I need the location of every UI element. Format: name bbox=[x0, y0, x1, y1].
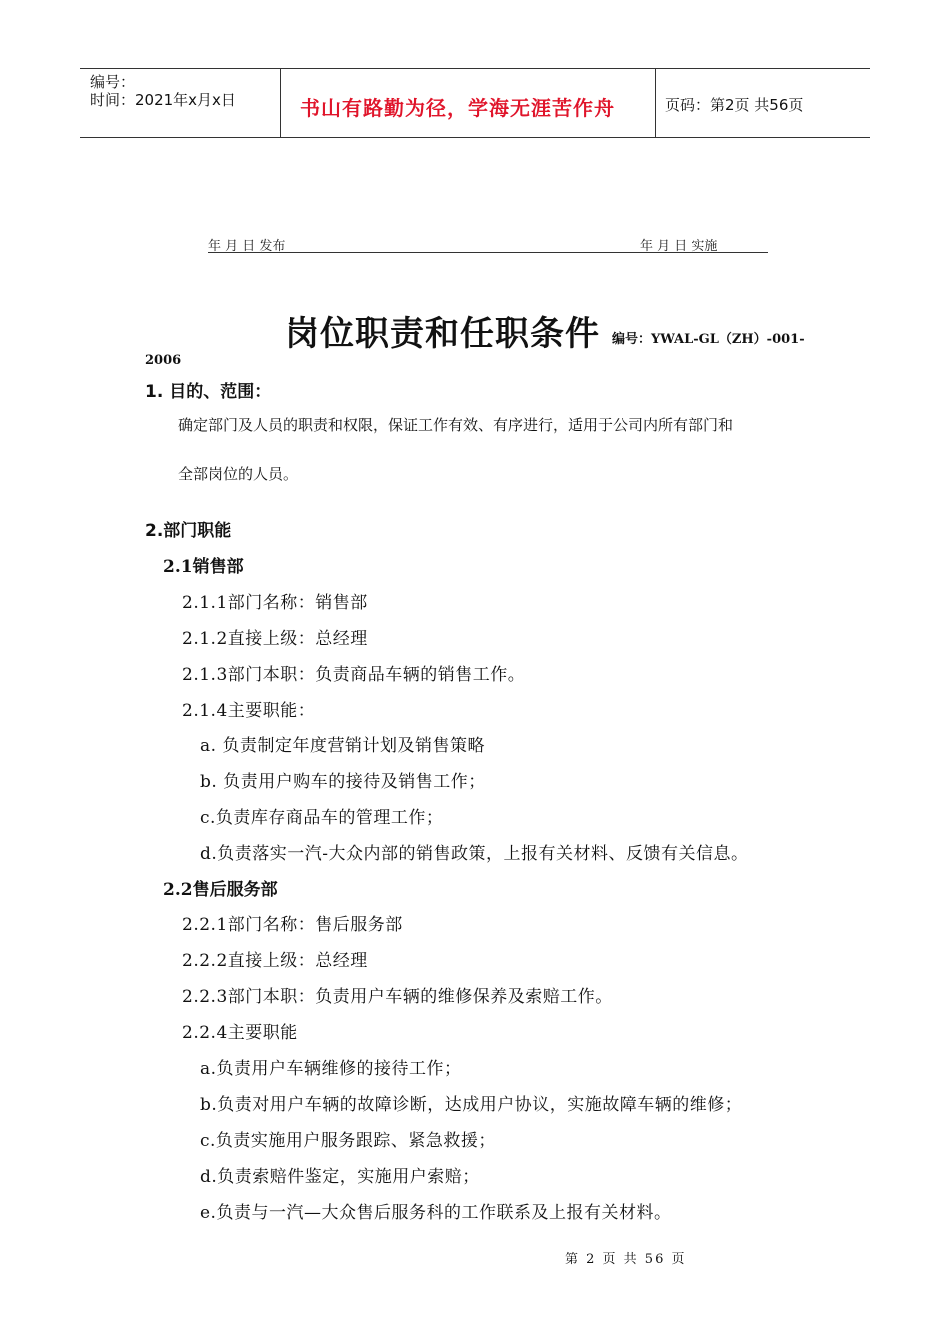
document-code: 编号：YWAL-GL（ZH）-001- bbox=[612, 332, 805, 347]
header-divider bbox=[655, 69, 656, 137]
list-item: 2.1.3部门本职：负责商品车辆的销售工作。 bbox=[182, 665, 526, 685]
section-1-paragraph: 全部岗位的人员。 bbox=[178, 465, 299, 483]
page-footer: 第 2 页 共 56 页 bbox=[565, 1252, 687, 1267]
duty-item: e.负责与一汽—大众售后服务科的工作联系及上报有关材料。 bbox=[200, 1203, 672, 1223]
publish-row bbox=[208, 235, 768, 253]
list-item: 2.1.4主要职能： bbox=[182, 701, 316, 721]
list-item: 2.1.1部门名称：销售部 bbox=[182, 593, 368, 613]
duty-item: c.负责库存商品车的管理工作； bbox=[200, 808, 444, 828]
list-item: 2.2.4主要职能 bbox=[182, 1023, 298, 1043]
duty-item: a. 负责制定年度营销计划及销售策略 bbox=[200, 736, 485, 756]
subsection-heading: 2.2售后服务部 bbox=[163, 880, 278, 900]
duty-item: a.负责用户车辆维修的接待工作； bbox=[200, 1059, 462, 1079]
header-time: 时间：2021年x月x日 bbox=[90, 91, 236, 109]
list-item: 2.2.1部门名称：售后服务部 bbox=[182, 915, 403, 935]
document-code-cont: 2006 bbox=[145, 353, 182, 368]
duty-item: b. 负责用户购车的接待及销售工作； bbox=[200, 772, 486, 792]
duty-item: c.负责实施用户服务跟踪、紧急救援； bbox=[200, 1131, 496, 1151]
header-motto: 书山有路勤为径，学海无涯苦作舟 bbox=[300, 96, 615, 120]
list-item: 2.1.2直接上级：总经理 bbox=[182, 629, 368, 649]
list-item: 2.2.2直接上级：总经理 bbox=[182, 951, 368, 971]
duty-item: b.负责对用户车辆的故障诊断，达成用户协议，实施故障车辆的维修； bbox=[200, 1095, 743, 1115]
section-1-heading: 1. 目的、范围： bbox=[145, 382, 272, 402]
header-page-info: 页码：第2页 共56页 bbox=[665, 96, 804, 114]
implement-date: 年 月 日 实施 bbox=[640, 239, 718, 254]
duty-item: d.负责索赔件鉴定，实施用户索赔； bbox=[200, 1167, 480, 1187]
duty-item: d.负责落实一汽-大众内部的销售政策，上报有关材料、反馈有关信息。 bbox=[200, 844, 749, 864]
header-divider bbox=[280, 69, 281, 137]
document-title: 岗位职责和任职条件 bbox=[285, 314, 600, 354]
header-number: 编号： bbox=[90, 73, 136, 91]
publish-date: 年 月 日 发布 bbox=[208, 239, 286, 254]
subsection-heading: 2.1销售部 bbox=[163, 557, 244, 577]
section-1-paragraph: 确定部门及人员的职责和权限，保证工作有效、有序进行，适用于公司内所有部门和 bbox=[178, 416, 734, 434]
list-item: 2.2.3部门本职：负责用户车辆的维修保养及索赔工作。 bbox=[182, 987, 613, 1007]
section-2-heading: 2.部门职能 bbox=[145, 521, 232, 541]
